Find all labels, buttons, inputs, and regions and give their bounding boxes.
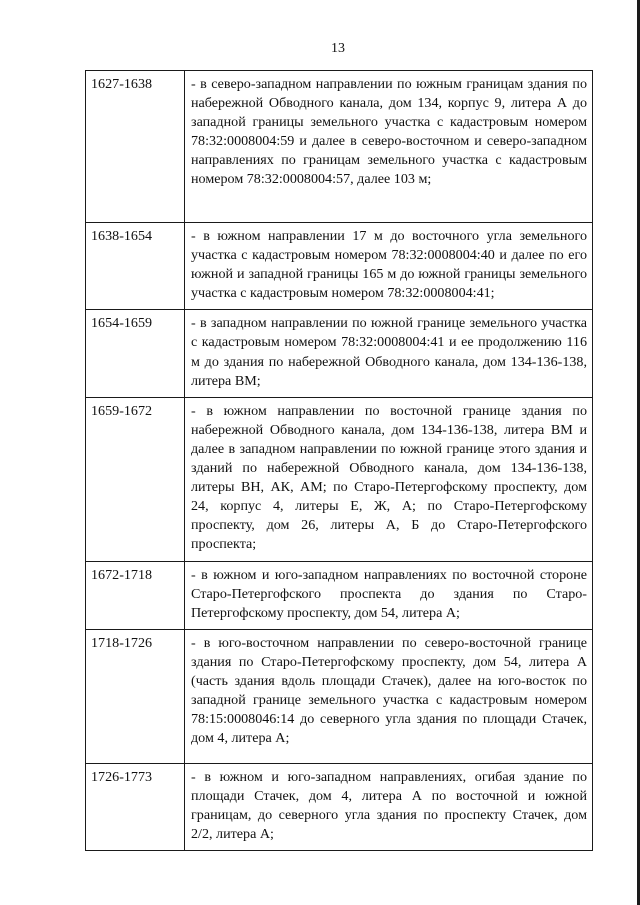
boundary-description-cell: - в южном направлении 17 м до восточного угла земельного участка с кадастровым номером 78:32:0008004:40 и далее по его южной и западной границы 165 м до южной границы земельного участка с кадастровым номером 78:32:0008004:41; (185, 223, 593, 310)
point-range-cell: 1654-1659 (86, 310, 185, 397)
table-row (86, 397, 593, 561)
point-range-cell: 1659-1672 (86, 397, 185, 561)
point-range-cell: 1638-1654 (86, 223, 185, 310)
boundary-description-cell: - в южном и юго-западном направлениях, огибая здание по площади Стачек, дом 4, литера А по восточной и южной границам, до северного угла здания по проспекту Стачек, дом 2/2, литера А; (185, 763, 593, 850)
table-row (86, 310, 593, 397)
table-row (86, 223, 593, 310)
point-range-cell: 1726-1773 (86, 763, 185, 850)
boundary-description-cell: - в юго-восточном направлении по северо-восточной границе здания по Старо-Петергофскому проспекту, дом 54, литера А (часть здания вдоль площади Стачек), далее на юго-восток по западной границе земельного участка с кадастровым номером 78:15:0008046:14 до северного угла здания по площади Стачек, дом 4, литера А; (185, 629, 593, 763)
boundary-points-table (85, 70, 593, 851)
boundary-description-cell: - в северо-западном направлении по южным границам здания по набережной Обводного канала, дом 134, корпус 9, литера А до западной границы земельного участка с кадастровым номером 78:32:0008004:59 и далее в северо-восточном и северо-западном направлениях по границам земельного участка с кадастровым номером 78:32:0008004:57, далее 103 м; (185, 71, 593, 223)
boundary-description-cell: - в южном и юго-западном направлениях по восточной стороне Старо-Петергофского проспекта до здания по Старо-Петергофскому проспекту, дом 54, литера А; (185, 561, 593, 629)
point-range-cell: 1627-1638 (86, 71, 185, 223)
table-row (86, 629, 593, 763)
table-row (86, 71, 593, 223)
table-row (86, 561, 593, 629)
boundary-description-cell: - в южном направлении по восточной границе здания по набережной Обводного канала, дом 134-136-138, литера ВМ и далее в западном направлении по южной границе этого здания и зданий по набережной Обводного канала, дом 134-136-138, литеры ВН, АК, АМ; по Старо-Петергофскому проспекту, дом 24, корпус 4, литеры Е, Ж, А; по Старо-Петергофскому проспекту, дом 26, литеры А, Б до Старо-Петергофского проспекта; (185, 397, 593, 561)
table-row (86, 763, 593, 850)
point-range-cell: 1672-1718 (86, 561, 185, 629)
boundary-description-cell: - в западном направлении по южной границе земельного участка с кадастровым номером 78:32:0008004:41 и ее продолжению 116 м до здания по набережной Обводного канала, дом 134-136-138, литера ВМ; (185, 310, 593, 397)
point-range-cell: 1718-1726 (86, 629, 185, 763)
page-number: 13 (331, 41, 345, 56)
